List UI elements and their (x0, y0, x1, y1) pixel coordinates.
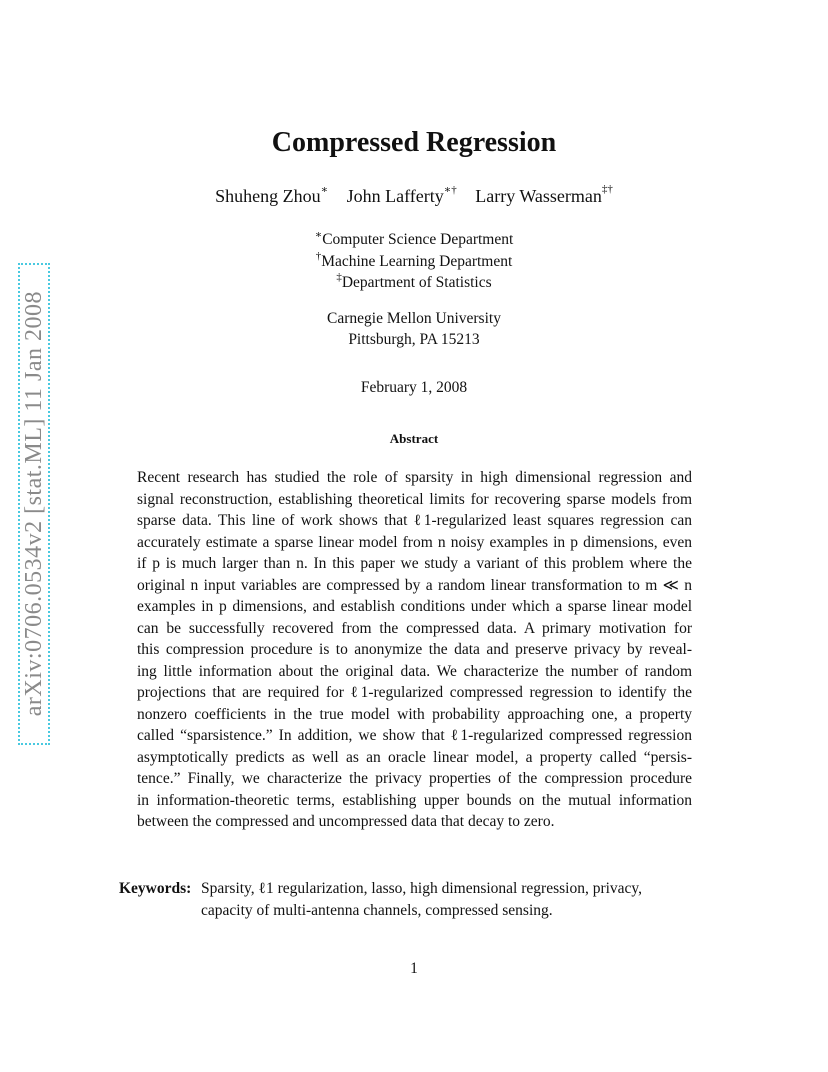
author-lafferty (347, 186, 457, 206)
abstract-body (137, 467, 692, 833)
affiliation-text: Machine Learning Department (321, 253, 513, 270)
author-wasserman (475, 183, 613, 206)
abstract-line: tence.” Finally, we characterize the privacy properties of the compression procedure (137, 770, 692, 787)
author-mark: ∗† (443, 184, 457, 196)
abstract-line: in information-theoretic terms, establishing upper bounds on the mutual information (137, 791, 692, 809)
abstract-line: accurately estimate a sparse linear model from n noisy examples in p dimensions, even (137, 533, 692, 551)
city: Pittsburgh, PA 15213 (348, 331, 480, 348)
affiliation-mark: ∗ (314, 229, 323, 241)
author-list (0, 183, 828, 207)
affiliation-mark: † (315, 250, 322, 262)
abstract-line: can be successfully recovered from the compressed data. A primary motivation for (137, 619, 692, 637)
author-mark: ∗ (320, 184, 329, 196)
abstract-line: between the compressed and uncompressed data that decay to zero. (137, 813, 555, 830)
affiliation-text: Department of Statistics (341, 274, 492, 291)
paper-title: Compressed Regression (271, 127, 557, 158)
abstract-line: nonzero coefficients in the true model with probability approaching one, a property (137, 705, 692, 723)
affiliation-ml (0, 250, 828, 271)
affiliation-mark: ‡ (336, 271, 342, 283)
abstract-line: projections that are required for ℓ1-regularized compressed regression to identify the (137, 684, 692, 701)
abstract-line: this compression procedure is to anonymize the data and preserve privacy by reveal- (137, 641, 692, 658)
abstract-line: if p is much larger than n. In this paper we study a variant of this problem where the (137, 555, 692, 572)
author-name: Larry Wasserman (475, 186, 602, 206)
arxiv-stamp-text: arXiv:0706.0534v2 [stat.ML] 11 Jan 2008 (20, 291, 47, 717)
keywords-line-1: Sparsity, ℓ1 regularization, lasso, high dimensional regression, privacy, (201, 880, 643, 897)
author-zhou (215, 186, 328, 206)
abstract-line: examples in p dimensions, and establish conditions under which a sparse linear model (137, 598, 692, 615)
abstract-line: sparse data. This line of work shows that ℓ1-regularized least squares regression can (137, 512, 692, 529)
author-name: John Lafferty (346, 186, 444, 206)
date: February 1, 2008 (360, 379, 468, 396)
author-mark: ‡† (601, 183, 613, 195)
abstract-line: asymptotically predicts as well as an oracle linear model, a property called “persis- (137, 748, 692, 766)
abstract-line: Recent research has studied the role of sparsity in high dimensional regression and (137, 469, 692, 486)
affiliation-stats (0, 271, 828, 292)
keywords-label: Keywords: (119, 880, 192, 897)
university: Carnegie Mellon University (327, 310, 501, 327)
abstract-line: original n input variables are compressed by a random linear transformation to m ≪ n (137, 576, 692, 594)
abstract-heading: Abstract (389, 431, 439, 446)
affiliation-cs (0, 231, 828, 249)
abstract-line: signal reconstruction, establishing theoretical limits for recovering sparse models from (137, 490, 692, 508)
abstract-line: called “sparsistence.” In addition, we show that ℓ1-regularized compressed regression (137, 727, 692, 744)
keywords-line-2: capacity of multi-antenna channels, compressed sensing. (201, 902, 553, 919)
author-name: Shuheng Zhou (215, 186, 321, 206)
affiliation-text: Computer Science Department (322, 231, 514, 248)
abstract-line: ing little information about the original data. We characterize the number of random (137, 662, 692, 680)
page-number: 1 (410, 960, 418, 977)
